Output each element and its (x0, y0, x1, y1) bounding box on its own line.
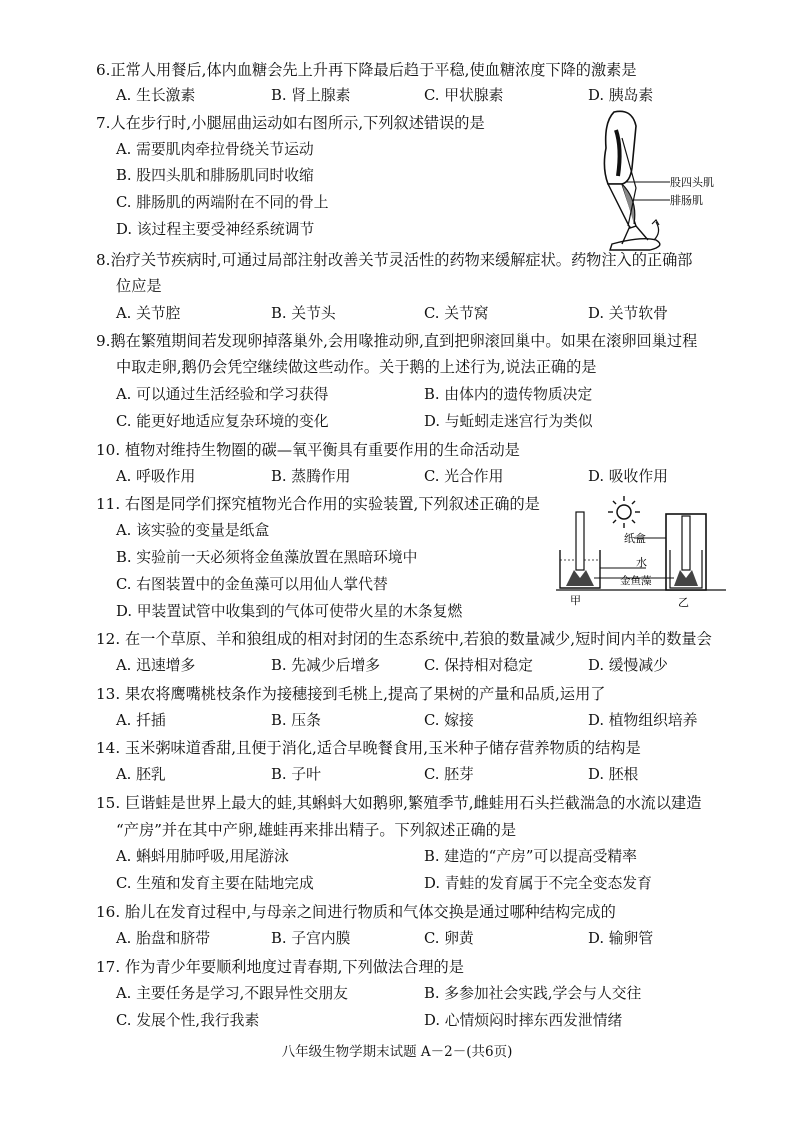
q11-option-b: B. 实验前一天必须将金鱼藻放置在黑暗环境中 (116, 549, 418, 566)
q10-option-a: A. 呼吸作用 (116, 468, 196, 485)
question-16-stem: 16. 胎儿在发育过程中,与母亲之间进行物质和气体交换是通过哪种结构完成的 (96, 903, 616, 921)
question-15-stem: 15. 巨谐蛙是世界上最大的蛙,其蝌蚪大如鹅卵,繁殖季节,雌蛙用石头拦截湍急的水流以建造 (96, 794, 702, 812)
q14-option-a: A. 胚乳 (116, 766, 166, 783)
q10-option-b: B. 蒸腾作用 (271, 468, 351, 485)
label-quadriceps: 股四头肌 (670, 176, 714, 189)
leg-muscle-figure (592, 108, 722, 254)
question-14-stem: 14. 玉米粥味道香甜,且便于消化,适合早晚餐食用,玉米种子储存营养物质的结构是 (96, 739, 641, 757)
q15-option-a: A. 蝌蚪用肺呼吸,用尾游泳 (116, 848, 289, 865)
q11-option-d: D. 甲装置试管中收集到的气体可使带火星的木条复燃 (116, 603, 463, 620)
question-15-stem-cont: “产房”并在其中产卵,雄蛙再来排出精子。下列叙述正确的是 (116, 821, 517, 839)
question-8-stem: 8.治疗关节疾病时,可通过局部注射改善关节灵活性的药物来缓解症状。药物注入的正确部 (96, 251, 693, 269)
question-9-stem-cont: 中取走卵,鹅仍会凭空继续做这些动作。关于鹅的上述行为,说法正确的是 (116, 358, 597, 376)
q9-option-a: A. 可以通过生活经验和学习获得 (116, 386, 329, 403)
q16-option-a: A. 胎盘和脐带 (116, 930, 211, 947)
q6-option-d: D. 胰岛素 (588, 87, 654, 104)
q16-option-c: C. 卵黄 (424, 930, 474, 947)
q15-option-c: C. 生殖和发育主要在陆地完成 (116, 875, 314, 892)
question-8-stem-cont: 位应是 (116, 277, 162, 295)
q12-option-a: A. 迅速增多 (116, 657, 196, 674)
q15-option-b: B. 建造的“产房”可以提高受精率 (424, 848, 637, 865)
q9-option-c: C. 能更好地适应复杂环境的变化 (116, 413, 329, 430)
q7-option-a: A. 需要肌肉牵拉骨绕关节运动 (116, 141, 314, 158)
q8-option-b: B. 关节头 (271, 305, 336, 322)
page-footer: 八年级生物学期末试题 A－2－(共6页) (281, 1044, 513, 1060)
q15-option-d: D. 青蛙的发育属于不完全变态发育 (424, 875, 652, 892)
q14-option-d: D. 胚根 (588, 766, 639, 783)
q8-option-c: C. 关节窝 (424, 305, 489, 322)
q6-option-b: B. 肾上腺素 (271, 87, 351, 104)
q11-option-c: C. 右图装置中的金鱼藻可以用仙人掌代替 (116, 576, 388, 593)
question-13-stem: 13. 果农将鹰嘴桃枝条作为接穗接到毛桃上,提高了果树的产量和品质,运用了 (96, 685, 606, 703)
q6-option-c: C. 甲状腺素 (424, 87, 504, 104)
q12-option-c: C. 保持相对稳定 (424, 657, 533, 674)
label-yi: 乙 (678, 596, 689, 609)
q9-option-b: B. 由体内的遗传物质决定 (424, 386, 593, 403)
question-11-stem: 11. 右图是同学们探究植物光合作用的实验装置,下列叙述正确的是 (96, 495, 540, 513)
q13-option-a: A. 扦插 (116, 712, 166, 729)
q7-option-b: B. 股四头肌和腓肠肌同时收缩 (116, 167, 314, 184)
q7-option-d: D. 该过程主要受神经系统调节 (116, 221, 315, 238)
label-gastrocnemius: 腓肠肌 (670, 194, 703, 207)
q17-option-c: C. 发展个性,我行我素 (116, 1012, 260, 1029)
q17-option-a: A. 主要任务是学习,不跟异性交朋友 (116, 985, 348, 1002)
q8-option-d: D. 关节软骨 (588, 305, 668, 322)
q16-option-b: B. 子宫内膜 (271, 930, 351, 947)
q14-option-c: C. 胚芽 (424, 766, 474, 783)
q13-option-c: C. 嫁接 (424, 712, 474, 729)
q16-option-d: D. 输卵管 (588, 930, 654, 947)
photosynthesis-apparatus-figure (548, 494, 734, 630)
q12-option-d: D. 缓慢减少 (588, 657, 668, 674)
q10-option-c: C. 光合作用 (424, 468, 504, 485)
label-jia: 甲 (570, 594, 581, 607)
q14-option-b: B. 子叶 (271, 766, 321, 783)
label-water: 水 (636, 556, 647, 569)
q17-option-b: B. 多参加社会实践,学会与人交往 (424, 985, 642, 1002)
q13-option-b: B. 压条 (271, 712, 321, 729)
q8-option-a: A. 关节腔 (116, 305, 181, 322)
label-hornwort: 金鱼藻 (620, 575, 652, 587)
question-12-stem: 12. 在一个草原、羊和狼组成的相对封闭的生态系统中,若狼的数量减少,短时间内羊的数量会 (96, 630, 712, 648)
q9-option-d: D. 与蚯蚓走迷宫行为类似 (424, 413, 593, 430)
q17-option-d: D. 心情烦闷时摔东西发泄情绪 (424, 1012, 623, 1029)
question-6-stem: 6.正常人用餐后,体内血糖会先上升再下降最后趋于平稳,使血糖浓度下降的激素是 (96, 61, 637, 79)
question-10-stem: 10. 植物对维持生物圈的碳—氧平衡具有重要作用的生命活动是 (96, 441, 520, 459)
q10-option-d: D. 吸收作用 (588, 468, 668, 485)
question-17-stem: 17. 作为青少年要顺利地度过青春期,下列做法合理的是 (96, 958, 464, 976)
q7-option-c: C. 腓肠肌的两端附在不同的骨上 (116, 194, 329, 211)
q13-option-d: D. 植物组织培养 (588, 712, 698, 729)
q11-option-a: A. 该实验的变量是纸盒 (116, 522, 270, 539)
q6-option-a: A. 生长激素 (116, 87, 196, 104)
q12-option-b: B. 先减少后增多 (271, 657, 381, 674)
question-9-stem: 9.鹅在繁殖期间若发现卵掉落巢外,会用喙推动卵,直到把卵滚回巢中。如果在滚卵回巢过程 (96, 332, 698, 350)
label-paper-box: 纸盒 (624, 532, 646, 545)
question-7-stem: 7.人在步行时,小腿屈曲运动如右图所示,下列叙述错误的是 (96, 114, 485, 132)
